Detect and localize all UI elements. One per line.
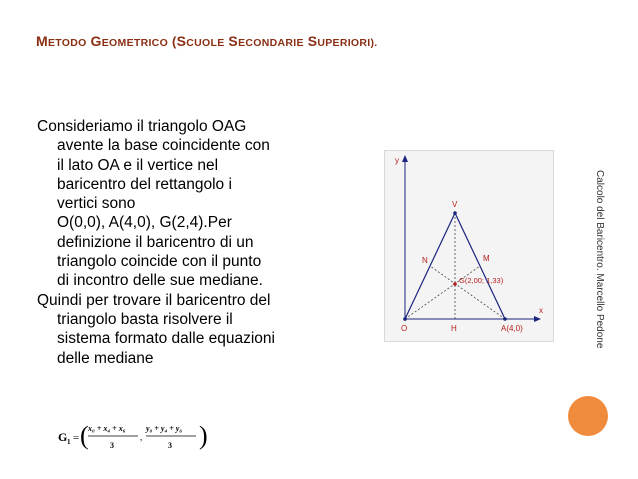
- paragraph-2-line: triangolo basta risolvere il: [57, 310, 233, 328]
- paragraph-1-line: O(0,0), A(4,0), G(2,4).Per: [57, 214, 232, 232]
- paragraph-1-line: vertici sono: [57, 195, 136, 213]
- triangle-diagram: [385, 151, 553, 341]
- vertex-v-label: V: [452, 200, 458, 209]
- paragraph-1-line: definizione il baricentro di un: [57, 233, 254, 251]
- formula-equals: =: [73, 432, 80, 444]
- side-label-text: Calcolo del Baricentro. Marcello Pedone: [594, 170, 605, 349]
- centroid-dot: [453, 282, 457, 286]
- x-axis-arrow-icon: [534, 316, 541, 322]
- point-a-label: A(4,0): [501, 324, 523, 333]
- origin-dot: [403, 317, 407, 321]
- paragraph-2-first: Quindi per trovare il baricentro del: [37, 291, 271, 309]
- median-AN: [430, 266, 505, 319]
- x-axis-label: x: [539, 306, 543, 315]
- accent-circle: [568, 396, 608, 436]
- centroid-formula: [58, 420, 218, 454]
- origin-label: O: [401, 324, 408, 333]
- centroid-label: G(2,00; 1,33): [459, 276, 504, 285]
- median-OM: [405, 266, 480, 319]
- triangle-figure: [384, 150, 554, 342]
- slide-body: [37, 117, 317, 368]
- point-a-dot: [503, 317, 507, 321]
- formula-num-y: y₀ + y₄ + y₆: [146, 424, 183, 433]
- paragraph-2-line: sistema formato dalle equazioni: [57, 330, 275, 348]
- vertex-v-dot: [453, 211, 457, 215]
- paragraph-1-first: Consideriamo il triangolo OAG: [37, 118, 247, 135]
- formula-den-1: 3: [110, 441, 114, 450]
- point-m-label: M: [483, 254, 490, 263]
- formula-num-x: x₀ + x₄ + x₆: [88, 424, 126, 433]
- formula-lhs: G: [58, 430, 68, 444]
- paragraph-1-line: il lato OA e il vertice nel: [57, 156, 219, 174]
- formula-den-2: 3: [168, 441, 172, 450]
- formula-left-paren: (: [80, 421, 89, 450]
- y-axis-arrow-icon: [402, 155, 408, 162]
- paragraph-1-line: triangolo coincide con il punto: [57, 253, 262, 271]
- foot-h-label: H: [451, 324, 457, 333]
- point-n-label: N: [422, 256, 428, 265]
- slide-title: METODO GEOMETRICO (SCUOLE SECONDARIE SUPERIORI).: [36, 33, 378, 49]
- formula-right-paren: ): [199, 421, 208, 450]
- paragraph-1-line: baricentro del rettangolo i: [57, 175, 232, 193]
- formula-lhs-sub: 1: [67, 438, 71, 446]
- y-axis-label: y: [395, 156, 399, 165]
- paragraph-2-line: delle mediane: [57, 349, 154, 367]
- paragraph-1-line: di incontro delle sue mediane.: [57, 272, 263, 290]
- paragraph-1-line: avente la base coincidente con: [57, 137, 270, 155]
- side-label: [591, 170, 605, 370]
- formula-comma: ,: [140, 432, 143, 442]
